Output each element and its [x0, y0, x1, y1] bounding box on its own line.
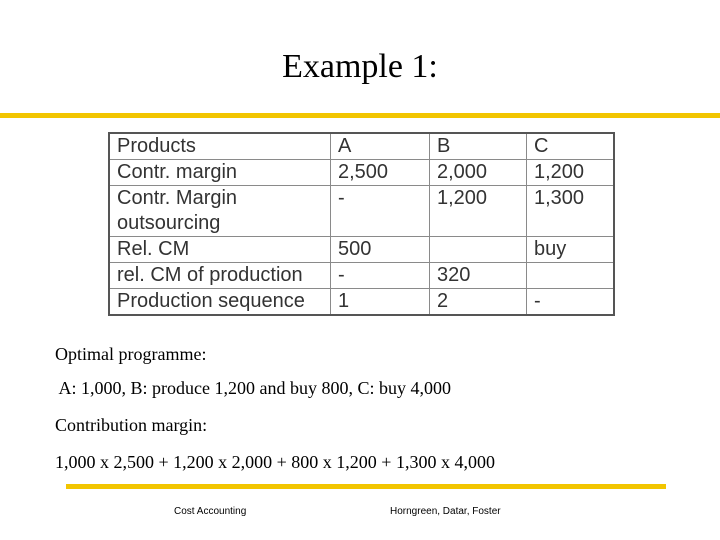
table-cell: B: [430, 133, 527, 160]
footer-right: Horngreen, Datar, Foster: [390, 506, 501, 517]
table-cell: Production sequence: [109, 289, 331, 316]
table-cell: Products: [109, 133, 331, 160]
contribution-margin-heading: Contribution margin:: [55, 415, 208, 435]
table-cell: [430, 237, 527, 263]
table-row: [109, 133, 614, 160]
slide-title: Example 1:: [282, 48, 438, 85]
table-cell: Contr. Margin outsourcing: [109, 186, 331, 237]
table-cell: 2: [430, 289, 527, 316]
production-table: [108, 132, 615, 316]
table-cell: [527, 263, 615, 289]
table-cell: Contr. margin: [109, 160, 331, 186]
table-cell: 2,500: [331, 160, 430, 186]
table-row: [109, 186, 614, 237]
table-row: [109, 289, 614, 316]
table-cell: A: [331, 133, 430, 160]
table-cell: 500: [331, 237, 430, 263]
table-cell: C: [527, 133, 615, 160]
table-cell: 1: [331, 289, 430, 316]
table-cell: -: [527, 289, 615, 316]
bottom-divider: [66, 484, 666, 489]
table-row: [109, 263, 614, 289]
optimal-programme-detail: A: 1,000, B: produce 1,200 and buy 800, C: buy 4,000: [55, 378, 451, 398]
optimal-programme-heading: Optimal programme:: [55, 344, 207, 364]
table-cell: 1,300: [527, 186, 615, 237]
top-divider: [0, 113, 720, 118]
table-row: [109, 237, 614, 263]
table-cell: Rel. CM: [109, 237, 331, 263]
table-cell: rel. CM of production: [109, 263, 331, 289]
table-cell: 320: [430, 263, 527, 289]
table-cell: -: [331, 186, 430, 237]
table-cell: buy: [527, 237, 615, 263]
table-row: [109, 160, 614, 186]
contribution-margin-formula: 1,000 x 2,500 + 1,200 x 2,000 + 800 x 1,200 + 1,300 x 4,000: [55, 452, 495, 472]
table-cell: -: [331, 263, 430, 289]
footer-left: Cost Accounting: [174, 506, 247, 517]
table-cell: 2,000: [430, 160, 527, 186]
table-cell: 1,200: [430, 186, 527, 237]
table-cell: 1,200: [527, 160, 615, 186]
